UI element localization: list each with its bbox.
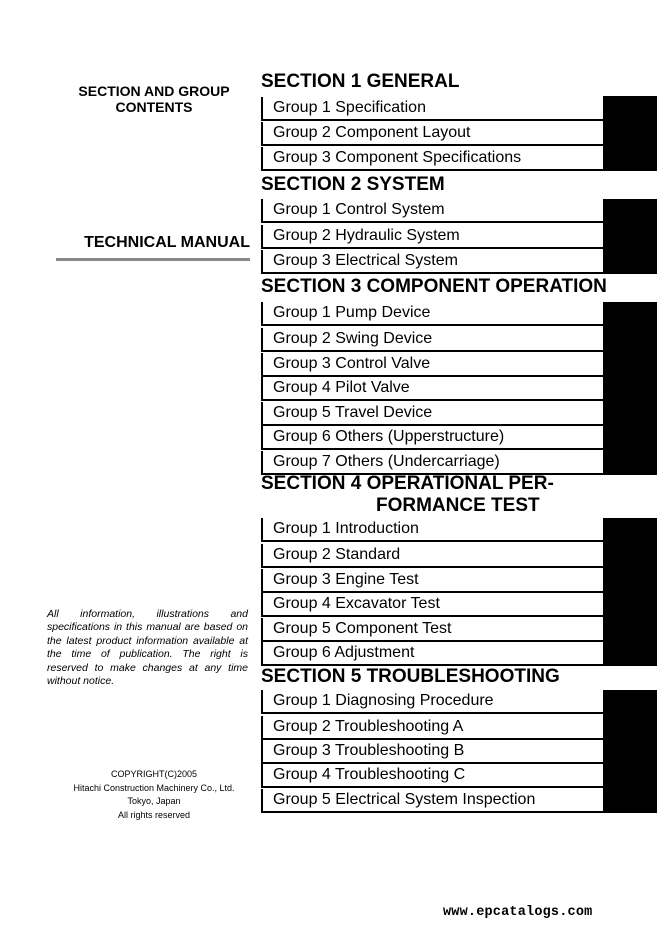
section-2-index-tab[interactable] bbox=[603, 199, 657, 272]
group-label: Group 5 Electrical System Inspection bbox=[273, 791, 536, 808]
group-label: Group 3 Control Valve bbox=[273, 355, 431, 372]
section-5-index-tab[interactable] bbox=[603, 690, 657, 811]
section-4-group-2[interactable] bbox=[261, 544, 657, 568]
section-3-group-3[interactable] bbox=[261, 353, 657, 377]
group-label: Group 2 Hydraulic System bbox=[273, 227, 460, 244]
group-label: Group 1 Pump Device bbox=[273, 304, 431, 321]
section-3-index-tab[interactable] bbox=[603, 302, 657, 473]
group-label: Group 3 Electrical System bbox=[273, 252, 458, 269]
section-1-title: SECTION 1 GENERAL bbox=[261, 71, 460, 92]
section-3-group-4[interactable] bbox=[261, 377, 657, 401]
group-label: Group 4 Pilot Valve bbox=[273, 379, 410, 396]
section-4-group-4[interactable] bbox=[261, 593, 657, 617]
section-3-group-5[interactable] bbox=[261, 402, 657, 426]
section-1-group-3[interactable] bbox=[261, 147, 657, 171]
section-4-title-line-2: FORMANCE TEST bbox=[376, 495, 540, 516]
section-5-group-4[interactable] bbox=[261, 764, 657, 788]
company-name: Hitachi Construction Machinery Co., Ltd. bbox=[73, 782, 235, 793]
copyright-block bbox=[64, 768, 244, 822]
section-3-group-1[interactable] bbox=[261, 302, 657, 326]
group-label: Group 1 Introduction bbox=[273, 520, 419, 537]
section-4-title bbox=[261, 473, 641, 517]
section-4-group-1[interactable] bbox=[261, 518, 657, 542]
group-label: Group 4 Troubleshooting C bbox=[273, 766, 466, 783]
title-line-1: SECTION AND GROUP bbox=[78, 83, 230, 99]
manual-type-heading: TECHNICAL MANUAL bbox=[56, 234, 250, 261]
section-3-group-7[interactable] bbox=[261, 451, 657, 475]
group-label: Group 3 Engine Test bbox=[273, 571, 419, 588]
group-label: Group 3 Component Specifications bbox=[273, 149, 522, 166]
section-2-group-3[interactable] bbox=[261, 250, 657, 274]
group-label: Group 6 Others (Upperstructure) bbox=[273, 428, 505, 445]
section-5-title: SECTION 5 TROUBLESHOOTING bbox=[261, 666, 560, 687]
group-label: Group 2 Swing Device bbox=[273, 330, 433, 347]
company-location: Tokyo, Japan bbox=[127, 796, 181, 806]
section-4-group-5[interactable] bbox=[261, 618, 657, 642]
section-2-group-2[interactable] bbox=[261, 225, 657, 249]
group-label: Group 2 Component Layout bbox=[273, 124, 471, 141]
group-label: Group 1 Control System bbox=[273, 201, 445, 218]
group-label: Group 1 Diagnosing Procedure bbox=[273, 692, 494, 709]
section-group-contents-title bbox=[62, 83, 246, 115]
group-label: Group 2 Troubleshooting A bbox=[273, 718, 464, 735]
group-label: Group 6 Adjustment bbox=[273, 644, 415, 661]
group-label: Group 2 Standard bbox=[273, 546, 401, 563]
group-label: Group 7 Others (Undercarriage) bbox=[273, 453, 500, 470]
section-5-group-5[interactable] bbox=[261, 789, 657, 813]
section-3-group-2[interactable] bbox=[261, 328, 657, 352]
section-1-index-tab[interactable] bbox=[603, 96, 657, 169]
group-label: Group 3 Troubleshooting B bbox=[273, 742, 465, 759]
section-3-group-6[interactable] bbox=[261, 426, 657, 450]
section-2-title: SECTION 2 SYSTEM bbox=[261, 174, 445, 195]
section-4-title-line-1: SECTION 4 OPERATIONAL PER- bbox=[261, 473, 554, 494]
section-5-group-1[interactable] bbox=[261, 690, 657, 714]
section-3-title: SECTION 3 COMPONENT OPERATION bbox=[261, 276, 607, 297]
section-5-group-3[interactable] bbox=[261, 740, 657, 764]
section-4-group-6[interactable] bbox=[261, 642, 657, 666]
section-1-group-1[interactable] bbox=[261, 97, 657, 121]
group-label: Group 5 Travel Device bbox=[273, 404, 433, 421]
section-4-group-3[interactable] bbox=[261, 569, 657, 593]
group-label: Group 4 Excavator Test bbox=[273, 595, 440, 612]
footer-url-link[interactable]: www.epcatalogs.com bbox=[443, 905, 593, 920]
disclaimer-text: All information, illustrations and specifications in this manual are based on the latest product information available at the time of publication. The right is reserved to make changes at any time without notice. bbox=[47, 608, 248, 688]
section-5-group-2[interactable] bbox=[261, 716, 657, 740]
section-1-group-2[interactable] bbox=[261, 122, 657, 146]
group-label: Group 1 Specification bbox=[273, 99, 426, 116]
title-line-2: CONTENTS bbox=[115, 99, 193, 115]
section-2-group-1[interactable] bbox=[261, 199, 657, 223]
group-label: Group 5 Component Test bbox=[273, 620, 452, 637]
rights-reserved: All rights reserved bbox=[117, 809, 191, 820]
copyright-line: COPYRIGHT(C)2005 bbox=[110, 769, 198, 779]
section-4-index-tab[interactable] bbox=[603, 518, 657, 664]
